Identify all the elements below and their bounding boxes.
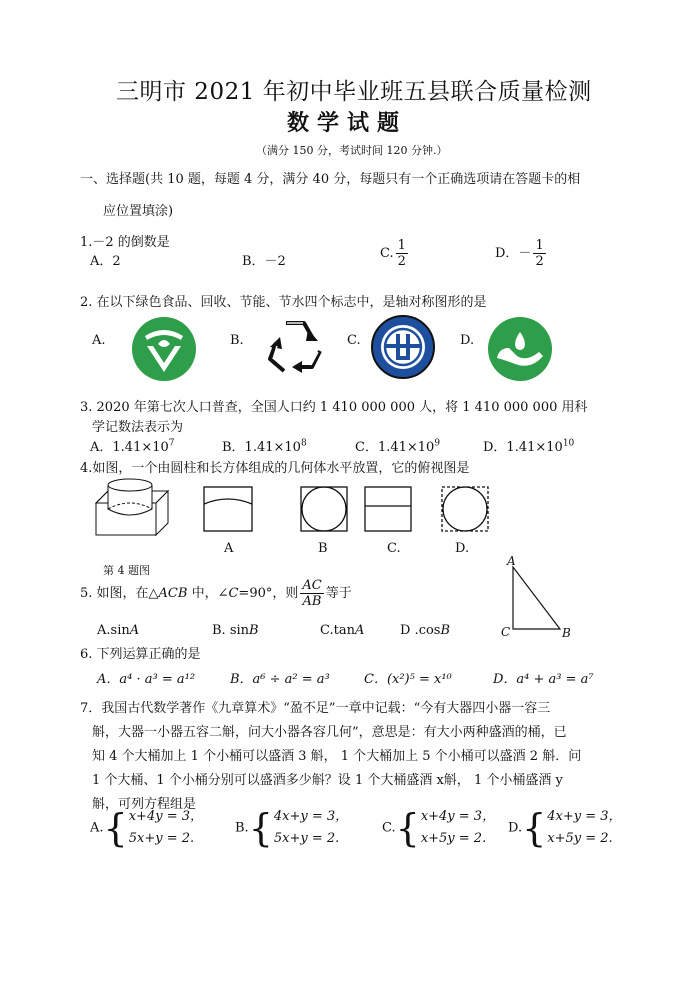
q1-c-denominator: 2: [397, 254, 406, 269]
green-food-logo-icon: [131, 316, 197, 382]
q5-vertex-a: A: [507, 554, 516, 568]
q3-d-base: D．1.41×10: [483, 440, 563, 455]
q4-solid-figure: [94, 477, 174, 539]
q5-option-d: [400, 623, 450, 638]
q7-line3: 知 4 个大桶加上 1 个小桶可以盛酒 3 斛， 1 个大桶加上 5 个小桶可以盛酒 2 斛．问: [92, 749, 582, 764]
q7-option-c: [382, 806, 495, 850]
q5-triangle-name: ACB: [158, 586, 188, 601]
q1-option-d-label: D．－: [495, 246, 532, 261]
q6-stem: 6. 下列运算正确的是: [80, 647, 201, 662]
q5-d-label: D .cos: [400, 623, 441, 638]
q7-c-eq2: x+5y = 2.: [420, 831, 487, 846]
q3-option-a: [90, 436, 175, 455]
q7-c-eq1: x+4y = 3，: [420, 809, 496, 824]
q1-c-numerator: 1: [397, 238, 406, 253]
section-heading-line2: 应位置填涂): [103, 204, 174, 219]
q5-a-label: A.sin: [97, 623, 130, 638]
q1-option-d-fraction: [533, 238, 545, 269]
q5-stem-mid: 中，∠: [187, 586, 229, 601]
q4-option-d-figure: [441, 486, 489, 532]
q5-d-var: B: [440, 623, 451, 638]
q5-b-label: B. sin: [212, 623, 250, 638]
q7-d-eq1: 4x+y = 3，: [547, 809, 622, 824]
q7-d-eq2: x+5y = 2.: [547, 831, 613, 846]
q2-option-b-label: B.: [230, 333, 244, 348]
q3-line2: 学记数法表示为: [92, 420, 184, 435]
q5-stem-post: 等于: [325, 586, 352, 601]
q5-angle-value: =90°，则: [238, 586, 299, 601]
q5-vertex-b: B: [562, 626, 571, 640]
q4-option-b-figure: [300, 486, 348, 532]
q5-fraction: [300, 578, 323, 609]
q5-option-b: [212, 623, 259, 638]
q1-stem: 1.－2 的倒数是: [80, 235, 170, 250]
q3-b-base: B．1.41×10: [222, 440, 301, 455]
page-subtitle: 数学试题: [287, 110, 408, 136]
q1-option-a: A．2: [90, 254, 121, 269]
q5-frac-numerator: AC: [302, 578, 322, 593]
q4-option-a-label: A: [224, 541, 234, 556]
q5-frac-denominator: AB: [302, 594, 322, 609]
q5-vertex-c: C: [501, 625, 511, 639]
q5-c-label: C.tan: [320, 623, 355, 638]
q4-stem: 4.如图，一个由圆柱和长方体组成的几何体水平放置，它的俯视图是: [80, 461, 470, 476]
q7-option-d: [508, 806, 622, 850]
q1-option-d: [495, 238, 548, 269]
q6-option-b: B．a⁶ ÷ a² = a³: [230, 672, 330, 687]
q3-c-base: C．1.41×10: [355, 440, 435, 455]
q7-d-label: D.: [508, 820, 523, 836]
q7-line2: 斛，大器一小器五容二斛，问大小器各容几何”，意思是：有大小两种盛酒的桶，已: [92, 725, 567, 740]
recycle-logo-icon: [262, 315, 328, 381]
q3-a-exp: 7: [168, 438, 175, 449]
q3-b-exp: 8: [300, 438, 307, 449]
q7-line4: 1 个大桶、1 个小桶分别可以盛酒多少斛？设 1 个大桶盛酒 x斛， 1 个小桶盛酒 y: [92, 773, 563, 788]
q1-option-c: [380, 238, 410, 269]
q1-option-c-label: C.: [380, 246, 394, 261]
q4-figure-caption: 第 4 题图: [103, 564, 150, 577]
q1-d-numerator: 1: [535, 238, 544, 253]
q7-a-label: A.: [90, 820, 104, 836]
q7-c-label: C.: [382, 820, 396, 836]
q3-d-exp: 10: [562, 438, 575, 449]
q5-a-var: A: [129, 623, 140, 638]
q5-option-a: [97, 623, 139, 638]
q5-c-var: A: [354, 623, 365, 638]
q1-d-denominator: 2: [535, 254, 544, 269]
q7-option-a: [90, 806, 203, 850]
q4-option-c-figure: [364, 486, 412, 532]
page-title: 三明市 2021 年初中毕业班五县联合质量检测: [116, 79, 592, 105]
q3-option-d: [483, 436, 574, 455]
q7-a-eq2: 5x+y = 2.: [128, 831, 195, 846]
q5-option-c: [320, 623, 364, 638]
q7-a-brace: {: [103, 806, 128, 850]
q7-line5: 斛，可列方程组是: [92, 797, 197, 812]
q5-b-var: B: [249, 623, 259, 638]
q7-b-eq2: 5x+y = 2.: [273, 831, 340, 846]
q2-option-c-label: C.: [347, 333, 361, 348]
q3-c-exp: 9: [434, 438, 441, 449]
q6-option-c: C．(x²)⁵ = x¹⁰: [364, 672, 452, 687]
q4-option-a-figure: [203, 486, 253, 532]
q7-c-brace: {: [395, 806, 420, 850]
energy-saving-logo-icon: [370, 314, 436, 380]
q3-line1: 3. 2020 年第七次人口普查，全国人口约 1 410 000 000 人，将 1 410 000 000 用科: [80, 400, 588, 415]
section-heading-line1: 一、选择题(共 10 题，每题 4 分，满分 40 分，每题只有一个正确选项请在答题卡的相: [80, 172, 581, 187]
q7-line1: 7．我国古代数学著作《九章算术》“盈不足”一章中记载：“今有大器四小器一容三: [80, 701, 551, 716]
q2-option-a-label: A.: [92, 333, 106, 348]
q7-b-brace: {: [248, 806, 273, 850]
water-saving-logo-icon: [487, 316, 553, 382]
q7-b-label: B.: [235, 820, 249, 836]
q3-option-b: [222, 436, 307, 455]
q2-stem: 2. 在以下绿色食品、回收、节能、节水四个标志中，是轴对称图形的是: [80, 295, 487, 310]
q3-option-c: [355, 436, 440, 455]
q3-a-base: A．1.41×10: [90, 440, 169, 455]
q7-a-eq1: x+4y = 3，: [128, 809, 203, 824]
q6-option-d: D．a⁴ + a³ = a⁷: [493, 672, 594, 687]
q5-stem: [80, 578, 352, 609]
q1-option-c-fraction: [396, 238, 408, 269]
q4-option-c-label: C.: [387, 541, 401, 556]
q7-b-eq1: 4x+y = 3，: [273, 809, 349, 824]
q7-option-b: [235, 806, 348, 850]
q4-option-b-label: B: [318, 541, 328, 556]
q6-option-a: A．a⁴ · a³ = a¹²: [97, 672, 196, 687]
q7-d-brace: {: [522, 806, 547, 850]
q5-stem-pre: 5. 如图，在△: [80, 586, 159, 601]
exam-note: （满分 150 分，考试时间 120 分钟.）: [256, 144, 448, 157]
q4-option-d-label: D.: [455, 541, 470, 556]
q2-option-d-label: D.: [460, 333, 475, 348]
q5-angle-var: C: [228, 586, 239, 601]
q1-option-b: B．－2: [242, 254, 286, 269]
